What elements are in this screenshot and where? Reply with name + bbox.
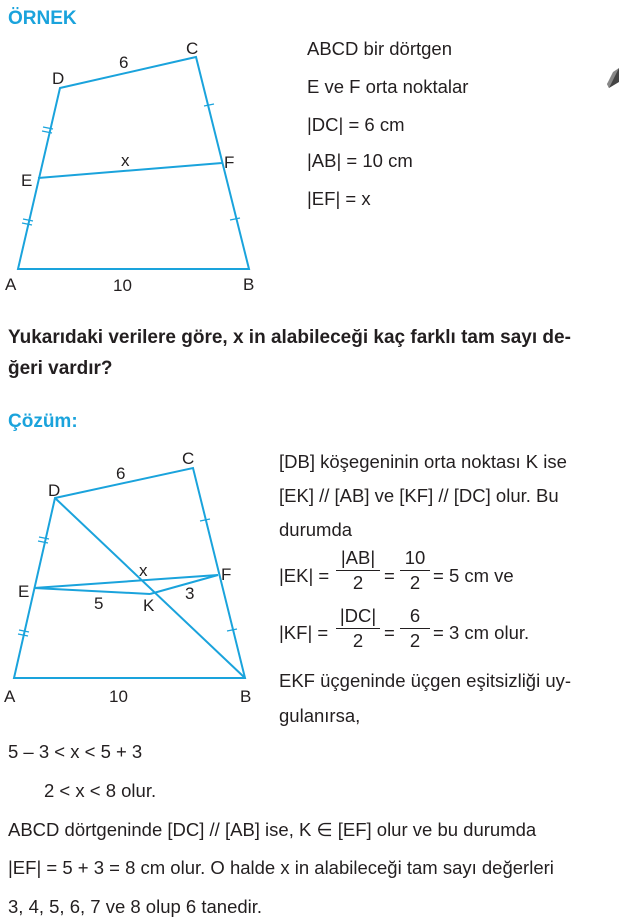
given-5: |EF| = x	[307, 188, 371, 209]
ek-fraction-ab	[336, 547, 380, 594]
given-1: ABCD bir dörtgen	[307, 38, 452, 59]
pencil-icon	[603, 64, 619, 90]
kf-prefix: |KF| =	[279, 622, 329, 643]
example-length-dc: 6	[119, 53, 129, 72]
example-label-c: C	[186, 39, 199, 58]
solution-length-ef: x	[139, 561, 148, 580]
solution-length-dc: 6	[116, 464, 126, 483]
kf-result: = 3 cm olur.	[433, 622, 530, 643]
solution-diagonal-db	[55, 498, 245, 678]
example-label-b: B	[243, 275, 255, 294]
solution-length-ab: 10	[109, 687, 128, 706]
example-heading: ÖRNEK	[8, 8, 77, 29]
example-label-d: D	[52, 69, 65, 88]
question-line-2: ğeri vardır?	[8, 358, 113, 379]
ek-fraction-10-numerator: 10	[400, 547, 430, 571]
ek-fraction-ab-denominator: 2	[352, 572, 364, 593]
solution-length-ek: 5	[94, 594, 104, 613]
example-label-a: A	[5, 275, 17, 294]
ek-result: = 5 cm ve	[433, 565, 514, 586]
solution-text-1: [DB] köşegeninin orta noktası K ise	[279, 451, 567, 472]
ek-fraction-10-denominator: 2	[409, 572, 421, 593]
inequality-1: 5 – 3 < x < 5 + 3	[8, 741, 143, 762]
example-length-ab: 10	[113, 276, 132, 295]
conclusion-line-3: 3, 4, 5, 6, 7 ve 8 olup 6 tanedir.	[8, 896, 263, 917]
solution-label-d: D	[48, 481, 61, 500]
solution-label-e: E	[18, 582, 30, 601]
kf-fraction-dc-numerator: |DC|	[336, 605, 380, 629]
solution-heading: Çözüm:	[8, 411, 78, 432]
example-midsegment-ef	[38, 163, 222, 178]
solution-text-3: durumda	[279, 519, 353, 540]
solution-label-a: A	[4, 687, 16, 706]
solution-label-f: F	[221, 565, 232, 584]
kf-fraction-dc-denominator: 2	[352, 630, 364, 651]
solution-text-5: gulanırsa,	[279, 705, 361, 726]
ek-prefix: |EK| =	[279, 565, 330, 586]
example-length-ef: x	[121, 151, 130, 170]
question-line-1: Yukarıdaki verilere göre, x in alabileceği kaç farklı tam sayı de-	[8, 327, 571, 348]
solution-tick-marks	[18, 519, 237, 636]
given-4: |AB| = 10 cm	[307, 150, 413, 171]
solution-text-2: [EK] // [AB] ve [KF] // [DC] olur. Bu	[279, 485, 559, 506]
inequality-2: 2 < x < 8 olur.	[44, 780, 157, 801]
conclusion-line-1: ABCD dörtgeninde [DC] // [AB] ise, K ∈ [EF] olur ve bu durumda	[8, 819, 537, 840]
solution-label-k: K	[143, 596, 155, 615]
solution-label-c: C	[182, 449, 195, 468]
kf-equals: =	[384, 622, 395, 643]
solution-length-kf: 3	[185, 584, 195, 603]
solution-label-b: B	[240, 687, 252, 706]
solution-segment-ek	[34, 588, 150, 594]
given-3: |DC| = 6 cm	[307, 114, 405, 135]
kf-fraction-6	[400, 605, 430, 652]
ek-fraction-10	[400, 547, 430, 594]
conclusion-line-2: |EF| = 5 + 3 = 8 cm olur. O halde x in alabileceği tam sayı değerleri	[8, 857, 554, 878]
kf-fraction-6-denominator: 2	[409, 630, 421, 651]
ek-equals: =	[384, 565, 395, 586]
ek-fraction-ab-numerator: |AB|	[336, 547, 380, 571]
kf-fraction-6-numerator: 6	[400, 605, 430, 629]
solution-text-4: EKF üçgeninde üçgen eşitsizliği uy-	[279, 670, 572, 691]
kf-fraction-dc	[336, 605, 380, 652]
example-label-f: F	[224, 153, 235, 172]
given-2: E ve F orta noktalar	[307, 76, 469, 97]
example-label-e: E	[21, 171, 33, 190]
